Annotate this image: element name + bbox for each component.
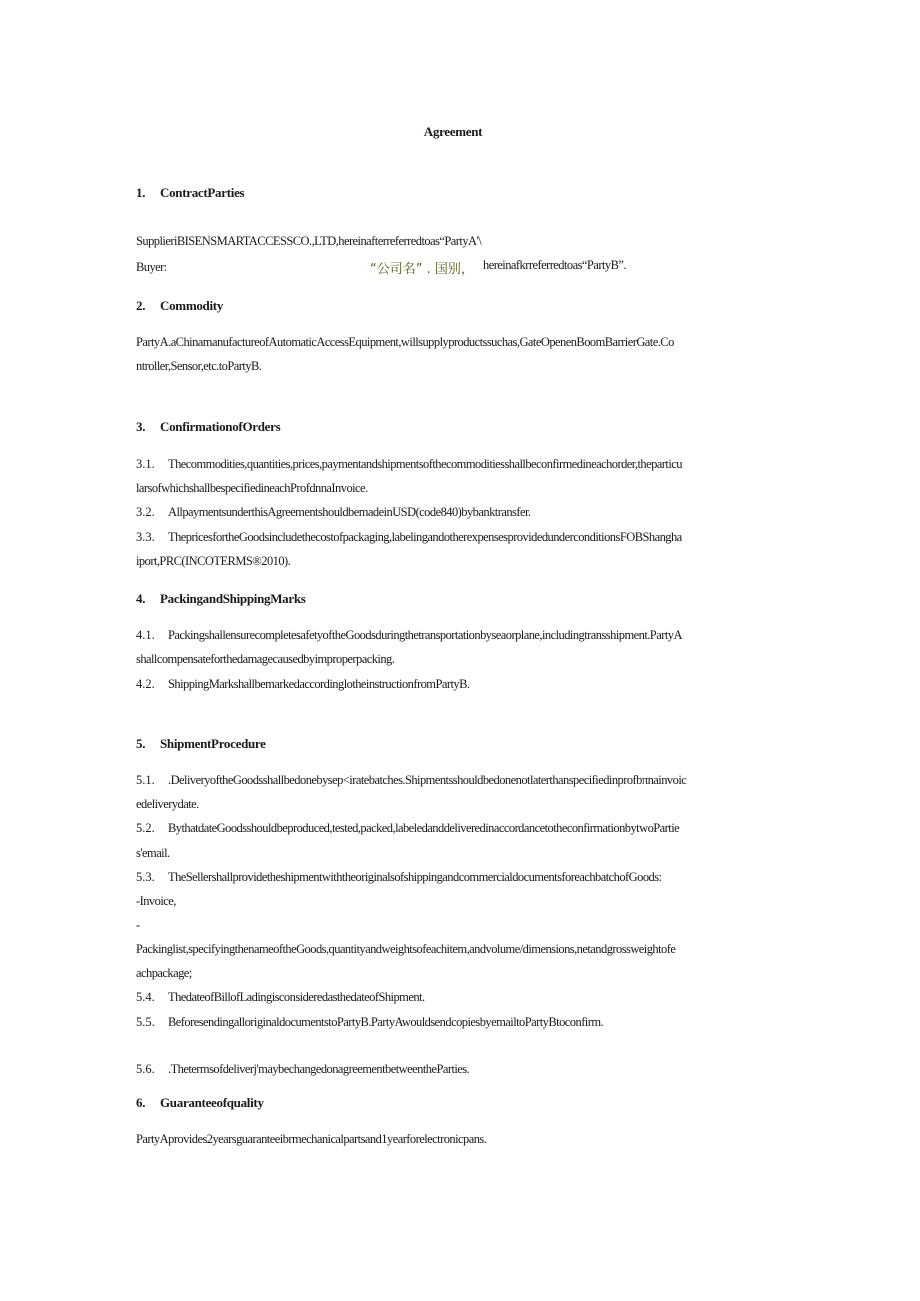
section-number: 4. <box>136 591 146 606</box>
clause-text: .Thetermsofdeliverj'maybechangedonagreementbetweentheParties. <box>168 1062 470 1076</box>
clause-5-2-continued: s'email. <box>136 846 170 860</box>
clause-number: 5.3. <box>136 870 155 884</box>
clause-number: 3.3. <box>136 530 155 544</box>
buyer-label: Buyer: <box>136 260 167 274</box>
section-heading-confirmation-of-orders <box>136 419 280 435</box>
clause-text: .DeliveryoftheGoodsshallbedonebysep<iratebatches.Shipmentsshouldbedonenotlaterthanspecifiedinprofbπnainvoic <box>168 773 687 787</box>
clause-number: 4.1. <box>136 628 155 642</box>
clause-text: ShippingMarkshallbemarkedaccordinglotheinstructionfromPartyB. <box>168 677 470 691</box>
clause-3-3 <box>136 529 682 545</box>
section-title: PackingandShippingMarks <box>160 591 306 606</box>
clause-3-1-continued: larsofwhichshallbespecifiedineachProfdnnaInvoice. <box>136 481 368 495</box>
clause-5-1 <box>136 772 686 788</box>
clause-number: 3.2. <box>136 505 155 519</box>
commodity-line-2: ntroller,Sensor,etc.toPartyB. <box>136 359 262 373</box>
clause-text: PackingshallensurecompletesafetyoftheGoodsduringthetransportationbyseaorplane,includingtransshipment.PartyA <box>168 628 682 642</box>
clause-5-3 <box>136 869 661 885</box>
clause-number: 5.4. <box>136 990 155 1004</box>
section-number: 6. <box>136 1095 146 1110</box>
clause-3-3-continued: iport,PRC(INCOTERMS®2010). <box>136 554 291 568</box>
document-list-packing-continued: achpackage; <box>136 966 192 980</box>
clause-3-1 <box>136 456 682 472</box>
section-heading-guarantee <box>136 1095 264 1111</box>
clause-4-1 <box>136 627 682 643</box>
clause-4-2 <box>136 676 469 692</box>
section-heading-contract-parties <box>136 185 244 201</box>
clause-number: 5.6. <box>136 1062 155 1076</box>
section-title: ConfirmationofOrders <box>160 419 281 434</box>
section-title: ContractParties <box>160 185 245 200</box>
clause-5-5 <box>136 1014 603 1030</box>
section-number: 3. <box>136 419 146 434</box>
section-heading-packing <box>136 591 306 607</box>
clause-5-2 <box>136 820 679 836</box>
guarantee-line: PartyAprovides2yearsguaranteeibrmechanicalpartsand1yearforelectronicpans. <box>136 1132 487 1146</box>
clause-number: 5.5. <box>136 1015 155 1029</box>
section-heading-shipment-procedure <box>136 736 266 752</box>
clause-5-1-continued: edeliverydate. <box>136 797 199 811</box>
section-number: 2. <box>136 298 146 313</box>
clause-number: 5.1. <box>136 773 155 787</box>
clause-number: 5.2. <box>136 821 155 835</box>
section-number: 1. <box>136 185 146 200</box>
clause-text: AllpaymentsunderthisAgreementshouldbemadeinUSD(code840)bybanktransfer. <box>168 505 531 519</box>
clause-5-4 <box>136 989 425 1005</box>
section-title: ShipmentProcedure <box>160 736 266 751</box>
clause-text: Thecommodities,quantities,prices,paymentandshipmentsofthecommoditiesshallbeconfirmedineachorder,theparticu <box>168 457 682 471</box>
clause-number: 4.2. <box>136 677 155 691</box>
clause-text: TheSellershallprovidetheshipmentwiththeoriginalsofshippingandcommercialdocumentsforeachbatchofGoods: <box>168 870 662 884</box>
clause-text: ThedateofBillofLadingisconsideredasthedateofShipment. <box>168 990 425 1004</box>
buyer-company-placeholder: “公司名” . 国别， <box>370 262 474 277</box>
document-title: Agreement <box>423 124 483 139</box>
clause-5-6 <box>136 1061 469 1077</box>
commodity-line-1: PartyA.aChinamanufactureofAutomaticAccessEquipment,willsupplyproductssuchas,GateOpenenBoomBarrierGate.Co <box>136 335 674 349</box>
clause-3-2 <box>136 504 530 520</box>
section-number: 5. <box>136 736 146 751</box>
section-title: Guaranteeofquality <box>160 1095 264 1110</box>
clause-text: BeforesendingalloriginaldocumentstoPartyB.PartyAwouldsendcopiesbyemailtoPartyBtoconfirm. <box>168 1015 604 1029</box>
document-list-packing: Packinglist,specifyingthenameoftheGoods,quantityandweightsofeachitem,andvolume/dimensions,netandgrossweightofe <box>136 942 676 956</box>
document-list-invoice: -Invoice, <box>136 894 176 908</box>
clause-text: ThepricesfortheGoodsincludethecostofpackaging,labelingandotherexpensesprovidedunderconditionsFOBShangha <box>168 530 682 544</box>
clause-number: 3.1. <box>136 457 155 471</box>
clause-text: BythatdateGoodsshouldbeproduced,tested,packed,labeledanddeliveredinaccordancetotheconfirmationbytwoPartie <box>168 821 680 835</box>
supplier-line: SupplieriBISENSMARTACCESSCO.,LTD,hereinafterreferredtoas“PartyA'\ <box>136 234 482 248</box>
clause-4-1-continued: shallcompensateforthedamagecausedbyimproperpacking. <box>136 652 395 666</box>
section-heading-commodity <box>136 298 223 314</box>
buyer-referred-text: hereinafkrreferredtoas“PartyB”. <box>483 258 626 272</box>
section-title: Commodity <box>160 298 224 313</box>
document-list-dash: - <box>136 918 140 932</box>
